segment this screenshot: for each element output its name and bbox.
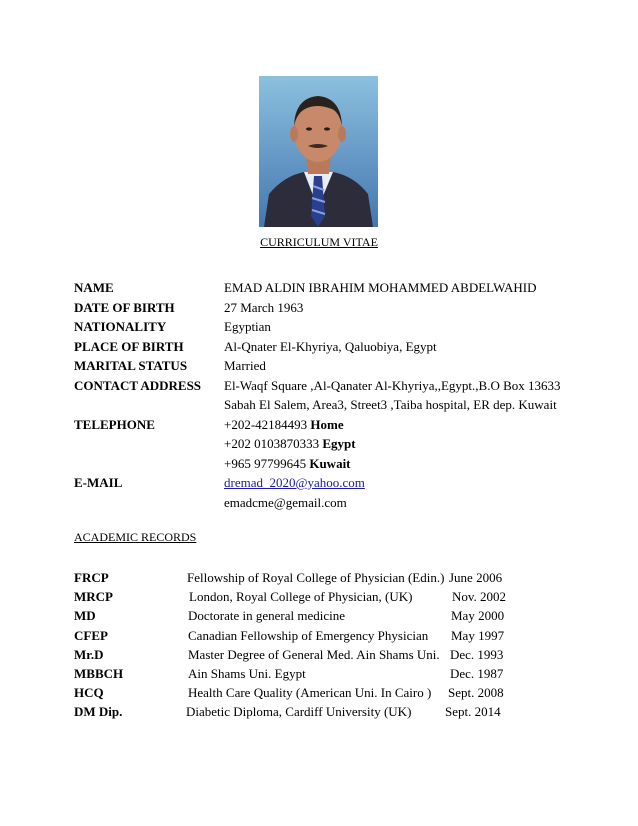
degree-name: MBBCH	[74, 666, 124, 681]
degree-date: May 1997	[451, 628, 505, 643]
email-link[interactable]: dremad_2020@yahoo.com	[224, 475, 365, 490]
info-value: 27 March 1963	[224, 300, 304, 315]
info-label: MARITAL STATUS	[74, 358, 188, 373]
degree-date: June 2006	[449, 570, 503, 585]
degree-description: Master Degree of General Med. Ain Shams Uni.	[188, 647, 440, 662]
degree-description: Fellowship of Royal College of Physician (Edin.)	[187, 570, 445, 585]
info-value: +202 0103870333 Egypt	[224, 436, 356, 451]
info-value: +202-42184493 Home	[224, 417, 344, 432]
info-label: E-MAIL	[74, 475, 123, 490]
degree-name: Mr.D	[74, 647, 104, 662]
degree-name: HCQ	[74, 685, 104, 700]
record-row	[74, 589, 574, 609]
record-row	[74, 704, 574, 724]
record-row	[74, 570, 574, 590]
degree-name: FRCP	[74, 570, 109, 585]
record-row	[74, 666, 574, 686]
info-value: Al-Qnater El-Khyriya, Qaluobiya, Egypt	[224, 339, 437, 354]
degree-name: DM Dip.	[74, 704, 123, 719]
degree-date: Nov. 2002	[452, 589, 507, 604]
info-value: Sabah El Salem, Area3, Street3 ,Taiba hospital, ER dep. Kuwait	[224, 397, 557, 412]
phone-location-label: Egypt	[322, 436, 356, 451]
degree-description: Ain Shams Uni. Egypt	[188, 666, 306, 681]
info-label: PLACE OF BIRTH	[74, 339, 184, 354]
info-label: NAME	[74, 280, 114, 295]
record-row	[74, 608, 574, 628]
info-value: EMAD ALDIN IBRAHIM MOHAMMED ABDELWAHID	[224, 280, 537, 295]
info-label: NATIONALITY	[74, 319, 167, 334]
info-value: Married	[224, 358, 266, 373]
degree-date: Dec. 1993	[450, 647, 504, 662]
degree-date: May 2000	[451, 608, 505, 623]
info-label: TELEPHONE	[74, 417, 155, 432]
degree-description: Canadian Fellowship of Emergency Physician	[188, 628, 429, 643]
info-label: CONTACT ADDRESS	[74, 378, 202, 393]
degree-name: MD	[74, 608, 96, 623]
degree-description: Diabetic Diploma, Cardiff University (UK)	[186, 704, 412, 719]
degree-name: MRCP	[74, 589, 113, 604]
academic-records-heading: ACADEMIC RECORDS	[74, 530, 197, 544]
info-value: Egyptian	[224, 319, 271, 334]
document-title: CURRICULUM VITAE	[260, 235, 378, 249]
info-value: El-Waqf Square ,Al-Qanater Al-Khyriya,,Egypt.,B.O Box 13633	[224, 378, 561, 393]
degree-date: Dec. 1987	[450, 666, 504, 681]
record-row	[74, 628, 574, 648]
info-value: +965 97799645 Kuwait	[224, 456, 351, 471]
degree-description: Doctorate in general medicine	[188, 608, 346, 623]
record-row	[74, 647, 574, 667]
phone-location-label: Kuwait	[309, 456, 351, 471]
degree-name: CFEP	[74, 628, 108, 643]
degree-date: Sept. 2008	[448, 685, 504, 700]
degree-description: Health Care Quality (American Uni. In Cairo )	[188, 685, 432, 700]
degree-date: Sept. 2014	[445, 704, 501, 719]
degree-description: London, Royal College of Physician, (UK)	[189, 589, 413, 604]
phone-location-label: Home	[310, 417, 344, 432]
profile-photo	[259, 76, 378, 227]
info-value: emadcme@gemail.com	[224, 495, 347, 510]
info-label: DATE OF BIRTH	[74, 300, 175, 315]
portrait-image	[259, 76, 378, 227]
record-row	[74, 685, 574, 705]
